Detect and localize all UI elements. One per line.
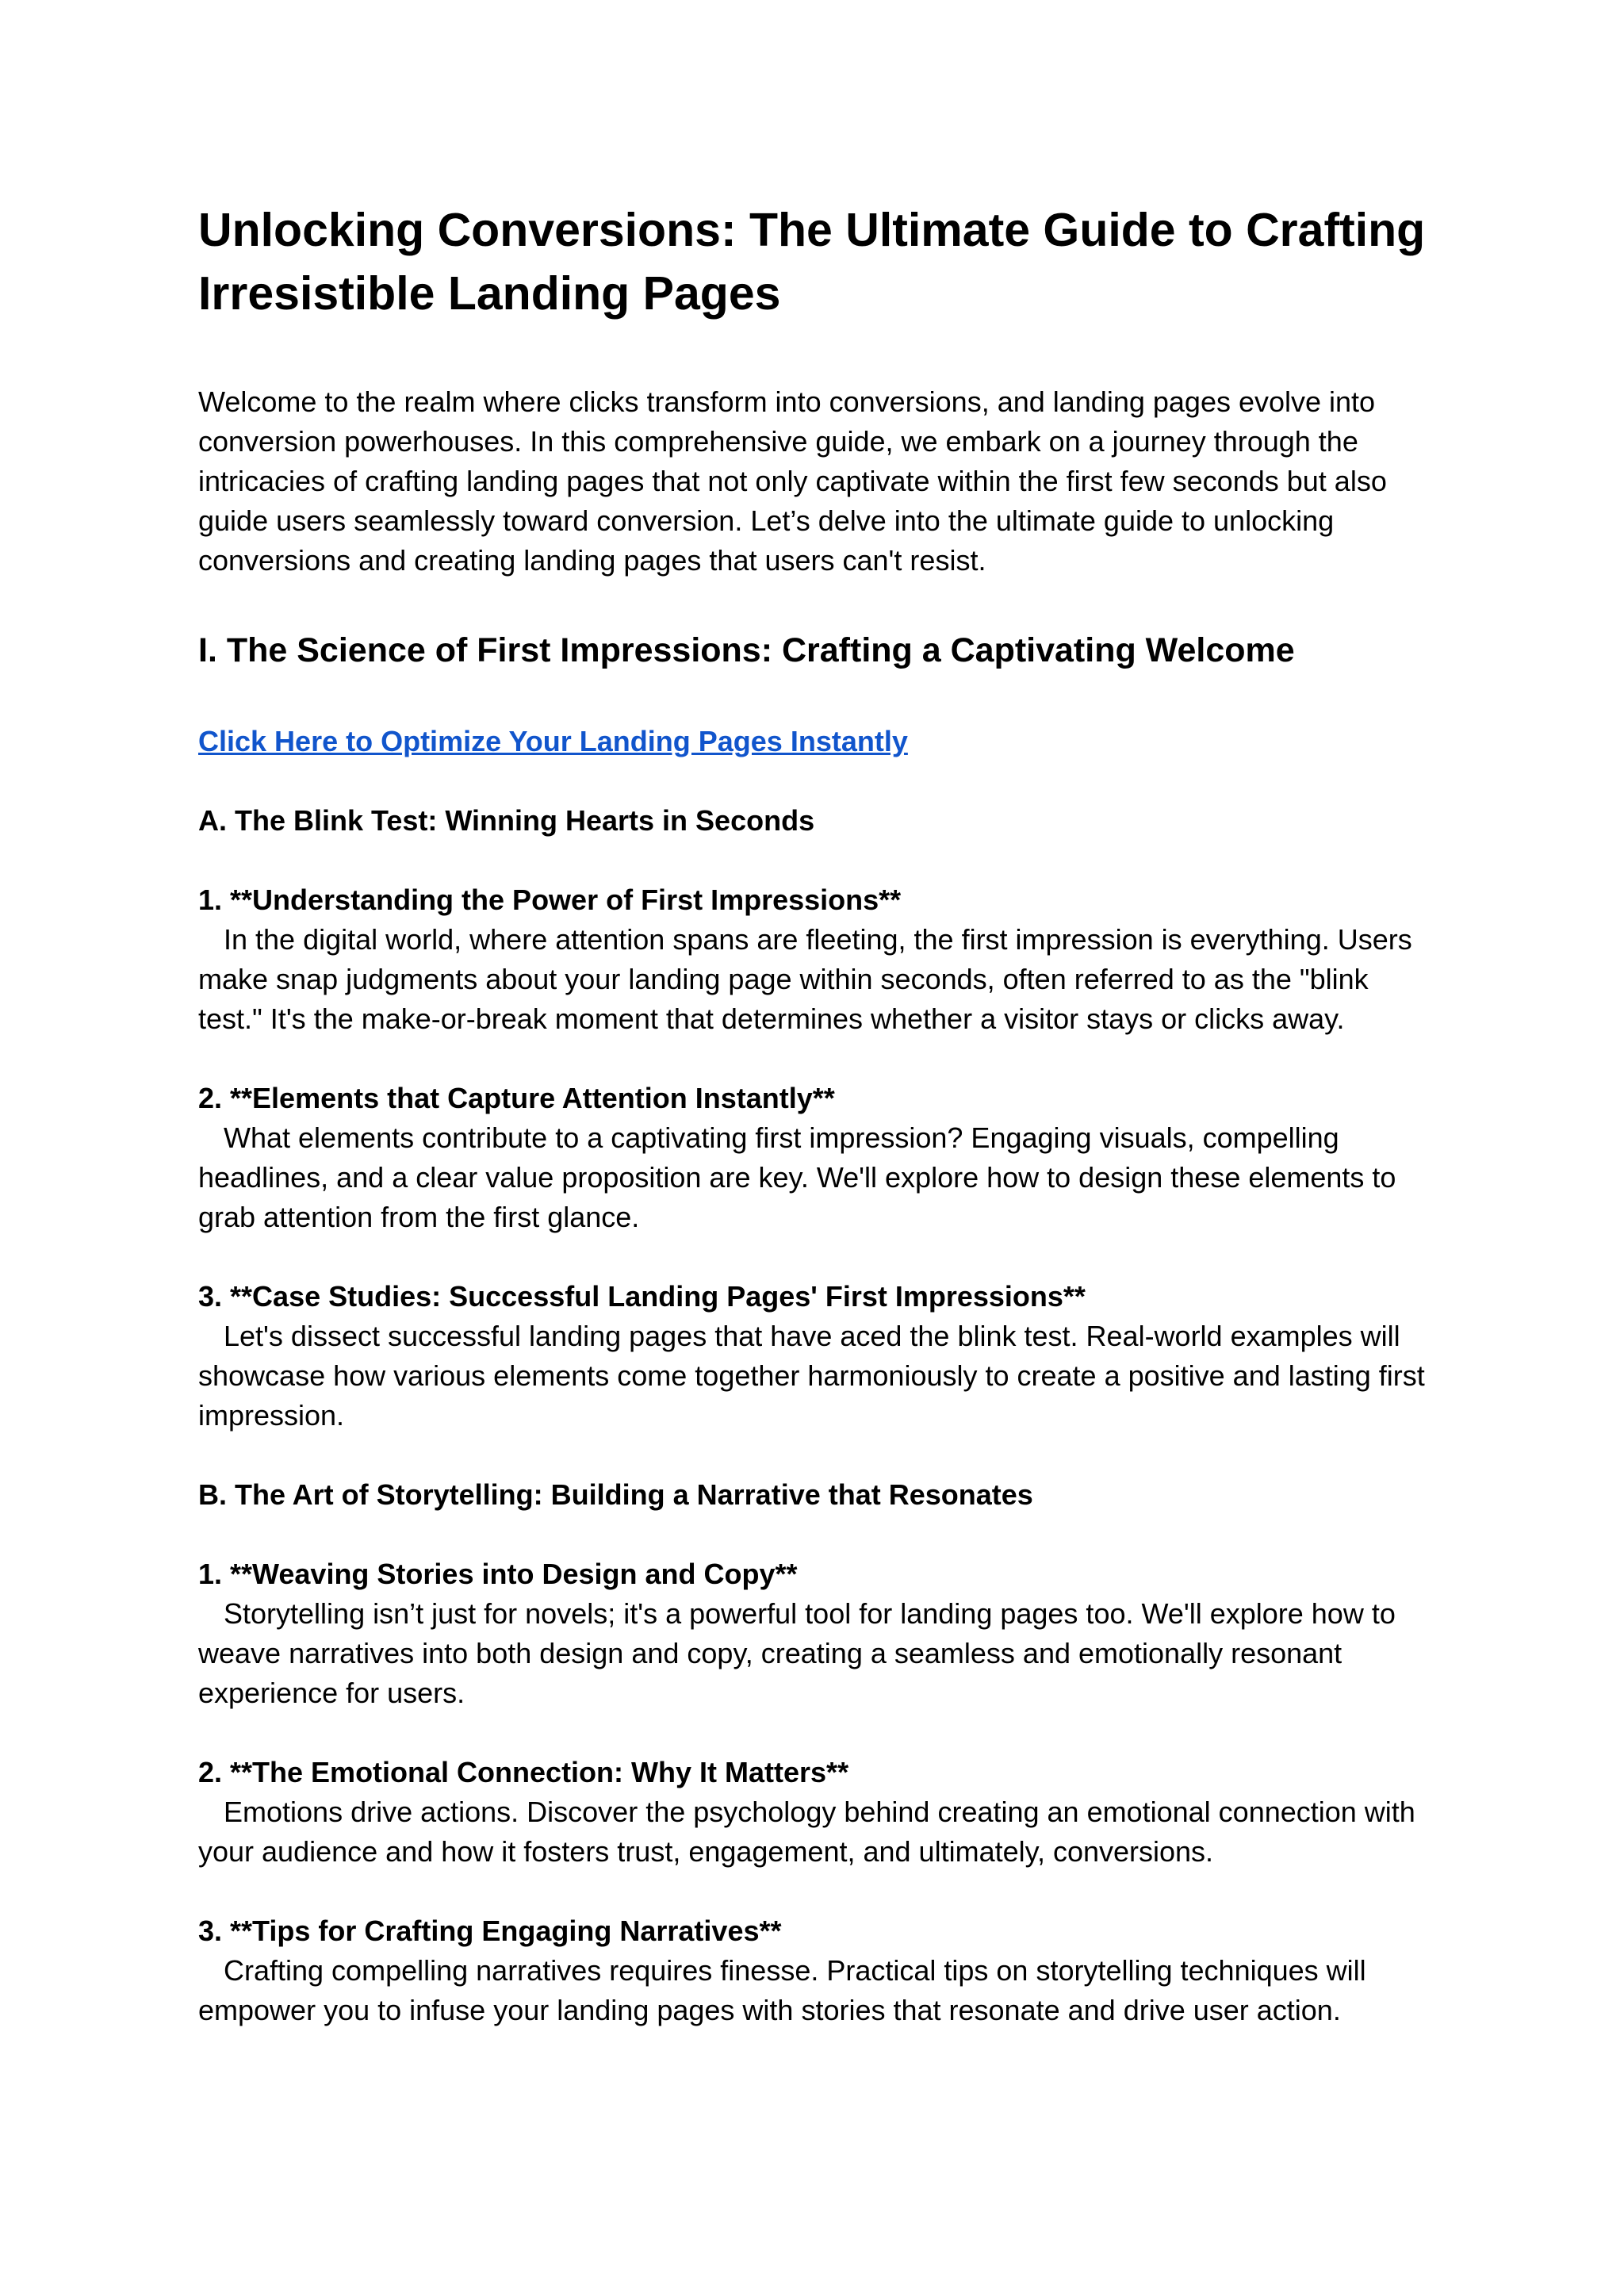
optimize-landing-pages-link[interactable]: Click Here to Optimize Your Landing Pages Instantly [198,725,908,757]
point-body: Storytelling isn’t just for novels; it's a powerful tool for landing pages too. We'll explore how to weave narratives into both design and copy, creating a seamless and emotionally resonant experience for users. [198,1597,1396,1709]
list-item [198,1079,1435,1237]
point-title: 1. **Understanding the Power of First Impressions** [198,884,902,916]
point-title: 1. **Weaving Stories into Design and Copy** [198,1558,798,1590]
document-page [198,198,1435,2070]
point-title: 3. **Tips for Crafting Engaging Narratives** [198,1915,782,1947]
list-item [198,1753,1435,1872]
point-body: Crafting compelling narratives requires finesse. Practical tips on storytelling techniques will empower you to infuse your landing pages with stories that resonate and drive user action. [198,1954,1366,2026]
point-title: 3. **Case Studies: Successful Landing Pages' First Impressions** [198,1280,1086,1313]
point-body: In the digital world, where attention spans are fleeting, the first impression is everything. Users make snap judgments about your landing page within seconds, often referred to as the "blink test." It's the make-or-break moment that determines whether a visitor stays or clicks away. [198,923,1412,1035]
subsection-heading: A. The Blink Test: Winning Hearts in Seconds [198,804,815,837]
list-item [198,1277,1435,1435]
point-title: 2. **The Emotional Connection: Why It Matters** [198,1756,849,1788]
cta-link-row [198,722,1435,801]
point-title: 2. **Elements that Capture Attention Instantly** [198,1082,835,1114]
subsection-heading: B. The Art of Storytelling: Building a Narrative that Resonates [198,1478,1033,1511]
section-heading: I. The Science of First Impressions: Crafting a Captivating Welcome [198,631,1295,669]
intro-paragraph: Welcome to the realm where clicks transform into conversions, and landing pages evolve into conversion powerhouses. In this comprehensive guide, we embark on a journey through the intricacies of crafting landing pages that not only captivate within the first few seconds but also guide users seamlessly toward conversion. Let’s delve into the ultimate guide to unlocking conversions and creating landing pages that users can't resist. [198,385,1387,577]
subsection-storytelling [198,1475,1435,2030]
list-item [198,1911,1435,2030]
list-item [198,1554,1435,1713]
point-body: Emotions drive actions. Discover the psychology behind creating an emotional connection with your audience and how it fosters trust, engagement, and ultimately, conversions. [198,1796,1415,1868]
point-body: Let's dissect successful landing pages that have aced the blink test. Real-world examples will showcase how various elements come together harmoniously to create a positive and lasting first impression. [198,1320,1425,1432]
point-body: What elements contribute to a captivating first impression? Engaging visuals, compelling headlines, and a clear value proposition are key. We'll explore how to design these elements to grab attention from the first glance. [198,1121,1396,1233]
document-title: Unlocking Conversions: The Ultimate Guide to Crafting Irresistible Landing Pages [198,204,1426,320]
list-item [198,880,1435,1039]
subsection-blink-test [198,801,1435,1435]
